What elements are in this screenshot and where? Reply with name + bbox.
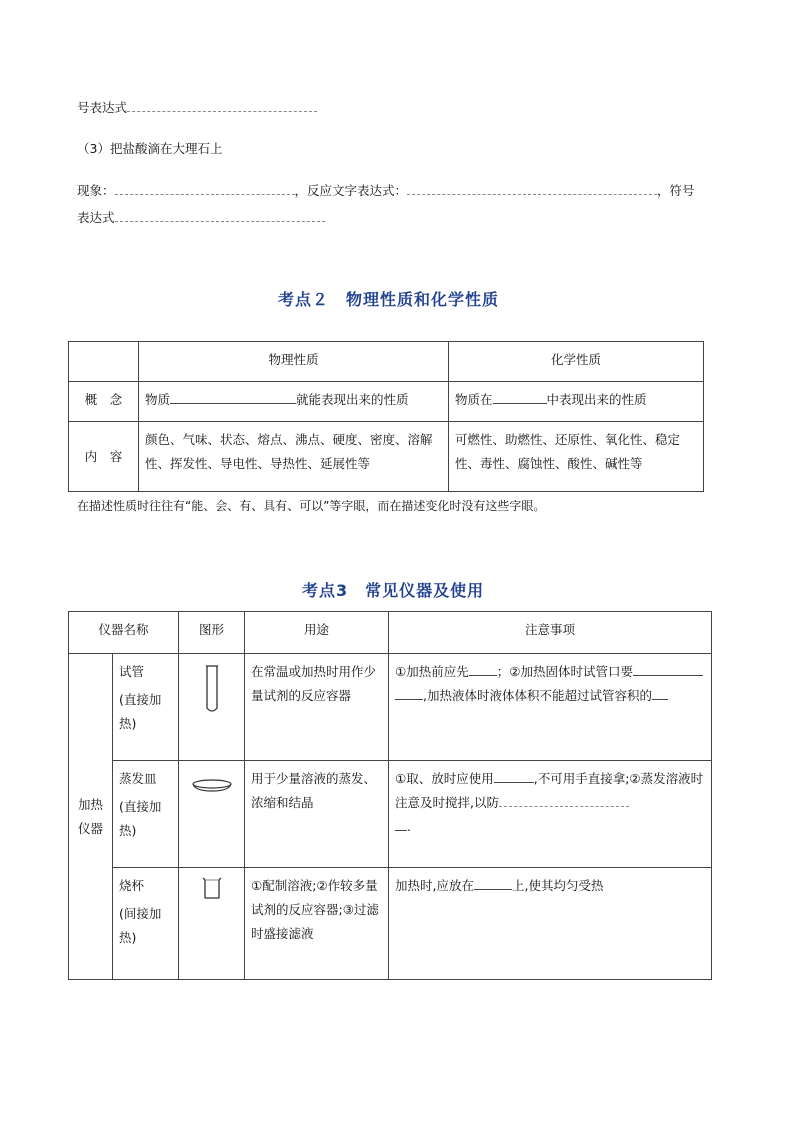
line-fuhao-expression	[77, 98, 317, 116]
answer-blank[interactable]	[499, 794, 629, 807]
content-chemical: 可燃性、助燃性、还原性、氧化性、稳定性、毒性、腐蚀性、酸性、碱性等	[449, 422, 704, 492]
instrument-sub: (间接加热)	[119, 906, 162, 945]
use-beaker: ①配制溶液;②作较多量试剂的反应容器;③过滤时盛接滤液	[245, 868, 389, 980]
property-note: 在描述性质时往往有“能、会、有、具有、可以”等字眼，而在描述变化时没有这些字眼。	[77, 499, 546, 513]
header-notes: 注意事项	[389, 612, 712, 654]
evaporating-dish-icon	[191, 779, 233, 793]
use-evaporating-dish: 用于少量溶液的蒸发、浓缩和结晶	[245, 761, 389, 868]
concept-chem-post: 中表现出来的性质	[546, 392, 647, 407]
answer-blank[interactable]	[407, 182, 657, 195]
instrument-name: 蒸发皿	[119, 771, 157, 786]
instrument-name-test-tube	[113, 654, 179, 761]
concept-phys-pre: 物质	[145, 392, 171, 407]
instrument-sub: (直接加热)	[119, 692, 162, 731]
answer-blank[interactable]	[633, 663, 703, 676]
section-title-kaodian3: 考点3 常见仪器及使用	[302, 581, 485, 600]
concept-chemical	[449, 382, 704, 422]
answer-blank[interactable]	[395, 687, 423, 700]
concept-physical	[139, 382, 449, 422]
instrument-name-evaporating-dish	[113, 761, 179, 868]
header-physical: 物理性质	[139, 342, 449, 382]
concept-chem-pre: 物质在	[455, 392, 493, 407]
concept-phys-post: 就能表现出来的性质	[296, 392, 409, 407]
fuhao-label: ，符号	[657, 183, 695, 198]
figure-cell	[179, 761, 245, 868]
line1-label: 号表达式	[77, 100, 128, 115]
answer-blank[interactable]	[474, 877, 512, 890]
content-physical: 颜色、气味、状态、熔点、沸点、硬度、密度、溶解性、挥发性、导电性、导热性、延展性等	[139, 422, 449, 492]
property-table	[68, 341, 704, 492]
header-chemical: 化学性质	[449, 342, 704, 382]
beaker-icon	[201, 876, 223, 900]
notes-beaker: 加热时,应放在 上,使其均匀受热	[389, 868, 712, 980]
instrument-name-beaker	[113, 868, 179, 980]
line-expression	[77, 208, 325, 226]
item-3: （3）把盐酸滴在大理石上	[77, 141, 223, 156]
figure-cell	[179, 654, 245, 761]
instrument-name: 试管	[119, 664, 145, 679]
notes-test-tube: ①加热前应先 ；②加热固体时试管口要,加热液体时液体体积不能超过试管容积的	[389, 654, 712, 761]
answer-blank[interactable]	[115, 182, 295, 195]
notes-evaporating-dish: ①取、放时应使用 ,不可用手直接拿;②蒸发溶液时注意及时搅拌,以防 .	[389, 761, 712, 868]
answer-blank[interactable]	[127, 99, 317, 112]
line-observation	[77, 181, 695, 199]
row-label-concept: 概 念	[69, 382, 139, 422]
header-use: 用途	[245, 612, 389, 654]
answer-blank[interactable]	[493, 391, 547, 404]
answer-blank[interactable]	[652, 687, 668, 700]
answer-blank[interactable]	[115, 209, 325, 222]
figure-cell	[179, 868, 245, 980]
header-figure: 图形	[179, 612, 245, 654]
equation-label: ，反应文字表达式：	[294, 183, 408, 198]
instrument-sub: (直接加热)	[119, 799, 162, 838]
answer-blank[interactable]	[494, 770, 534, 783]
group-label-heating: 加热仪器	[69, 654, 113, 980]
answer-blank[interactable]	[469, 663, 497, 676]
instrument-name: 烧杯	[119, 878, 145, 893]
section-title-kaodian2: 考点２ 物理性质和化学性质	[278, 290, 500, 309]
test-tube-icon	[205, 664, 219, 716]
answer-blank[interactable]	[170, 391, 296, 404]
use-test-tube: 在常温或加热时用作少量试剂的反应容器	[245, 654, 389, 761]
observe-label: 现象：	[77, 183, 115, 198]
row-label-content: 内 容	[69, 422, 139, 492]
instrument-table	[68, 611, 712, 980]
header-name: 仪器名称	[69, 612, 179, 654]
answer-blank[interactable]	[395, 818, 407, 831]
line3-label: 表达式	[77, 210, 115, 225]
blank-header-cell	[69, 342, 139, 382]
